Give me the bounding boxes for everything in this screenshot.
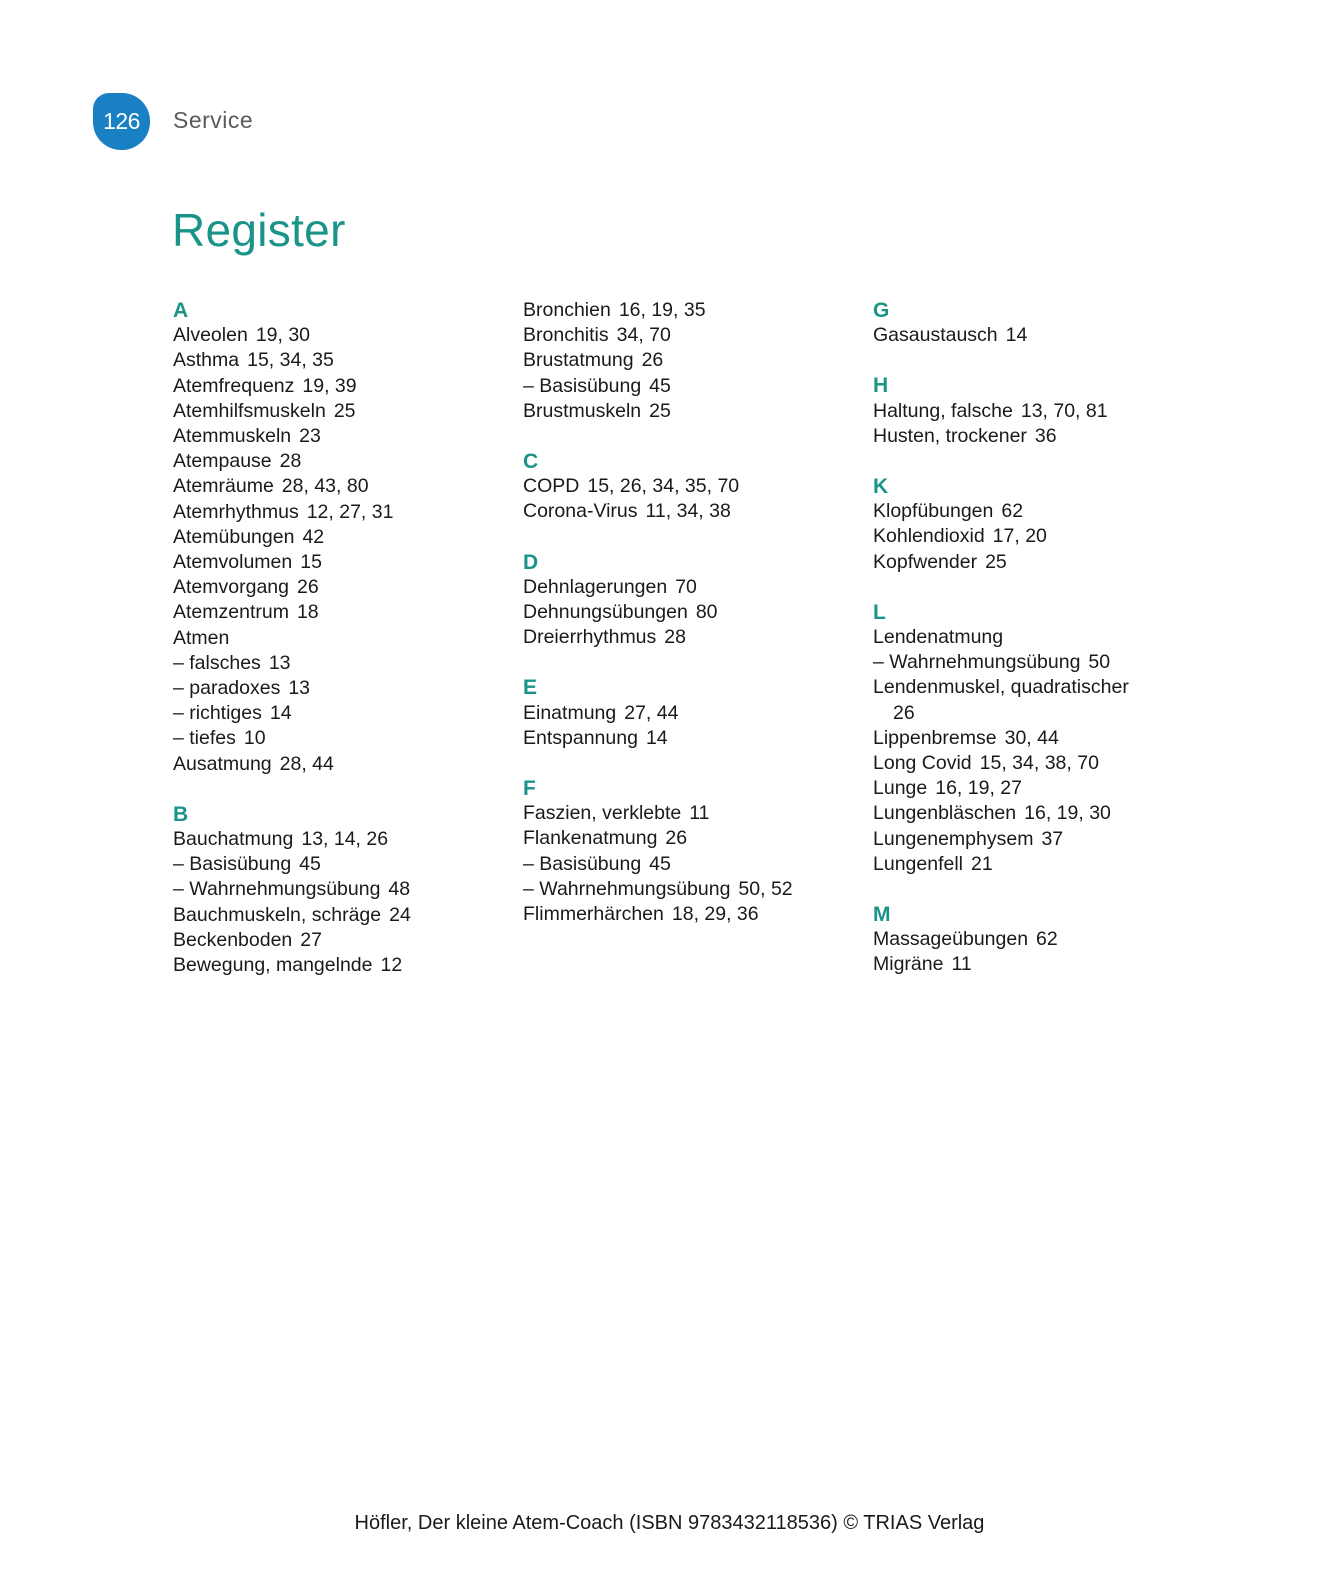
index-entry [523,701,853,726]
index-entry [873,550,1203,575]
index-letter-heading: A [173,299,189,322]
index-entry [173,500,503,525]
index-letter-heading: G [873,299,890,322]
index-entry [873,726,1203,751]
index-term: – tiefes [173,727,236,750]
index-group [873,298,1203,348]
index-entry [173,953,503,978]
index-entry [523,625,853,650]
index-entry [873,852,1203,877]
index-pages: 50, 52 [738,877,793,900]
index-column-3 [873,298,1203,1003]
index-entry [873,927,1203,952]
index-group [173,298,503,777]
index-pages: 62 [1036,928,1058,951]
index-letter-heading: L [873,600,886,624]
index-term: Bauchmuskeln, schräge [173,903,382,926]
index-column-2 [523,298,853,952]
index-entry [173,474,503,499]
index-pages: 36 [1034,424,1057,447]
index-term: Bauchatmung [173,828,294,851]
index-term: – Wahrnehmungsübung [873,651,1081,674]
index-term: Atemhilfsmuskeln [173,399,326,422]
page-number-badge: 126 [93,93,150,150]
index-term: Atmen [173,626,230,649]
index-subentry [173,726,503,751]
index-pages: 25 [649,399,671,422]
index-entry [173,827,503,852]
index-term: Flankenatmung [523,827,658,850]
index-entry [173,575,503,600]
index-subentry [173,651,503,676]
index-pages: 15 [300,551,322,574]
index-entry [873,776,1203,801]
index-term: Flimmerhärchen [523,903,664,925]
index-term: Bronchitis [523,324,609,347]
index-term: Atemvolumen [173,551,293,574]
index-pages: 26 [641,349,664,372]
index-term: Atempause [173,450,272,473]
index-group [523,776,853,927]
index-entry [523,575,853,600]
index-term: – richtiges [173,702,262,725]
index-term: Lippenbremse [873,726,997,749]
index-letter-heading: C [523,450,539,474]
index-term: – Basisübung [523,852,642,875]
index-group [523,550,853,651]
index-entry [523,600,853,625]
index-term: – Basisübung [523,374,642,397]
index-pages: 62 [1001,500,1024,523]
index-group [523,449,853,525]
index-group [523,298,853,424]
index-term: Haltung, falsche [873,399,1013,422]
index-term: Kopfwender [873,550,978,573]
index-term: Bewegung, mangelnde [173,954,373,977]
index-column-1 [173,298,503,1003]
index-pages: 45 [299,853,321,876]
index-pages: 19, 30 [255,324,311,347]
index-pages: 24 [389,903,411,926]
index-pages: 28, 44 [279,752,334,775]
index-pages: 16, 19, 30 [1024,802,1111,825]
index-pages: 15, 34, 38, 70 [979,751,1099,774]
index-term: Atemzentrum [173,601,289,624]
index-pages: 14 [269,702,292,725]
index-term: Lungenfell [873,852,963,875]
index-entry [523,499,853,524]
index-term: Dehnlagerungen [523,575,668,598]
index-entry [523,801,853,826]
index-term: – falsches [173,651,261,674]
index-term: Corona-Virus [523,500,638,523]
index-pages: 12, 27, 31 [306,500,394,523]
index-term: Ausatmung [173,752,272,775]
index-term: Faszien, verklebte [523,802,682,825]
index-subentry [873,650,1203,675]
index-pages: 25 [333,399,356,422]
index-term: Lendenmuskel, quadratischer [873,676,1129,699]
index-group [873,600,1203,877]
page-title: Register [172,204,346,256]
index-entry [873,701,1203,726]
index-entry [173,928,503,953]
index-pages: 15, 26, 34, 35, 70 [587,475,740,498]
index-pages: 80 [695,601,718,623]
index-entry [873,524,1203,549]
index-pages: 14 [645,726,668,749]
index-entry [173,399,503,424]
index-term: Atemfrequenz [173,374,295,397]
index-pages: 45 [649,852,671,875]
index-pages: 16, 19, 35 [618,299,706,321]
index-pages: 28 [664,626,686,649]
index-term: Massageübungen [873,928,1029,951]
index-pages: 26 [665,827,688,850]
index-entry [173,449,503,474]
index-term: Lunge [873,777,928,800]
index-pages: 50 [1088,651,1111,674]
index-entry [173,323,503,348]
index-entry [173,752,503,777]
index-term: Asthma [173,349,240,372]
index-entry [873,424,1203,449]
index-letter-heading: E [523,676,538,700]
index-group [873,474,1203,575]
index-term: Lungenemphysem [873,827,1034,850]
index-term: Brustatmung [523,349,634,372]
index-entry [523,323,853,348]
index-pages: 16, 19, 27 [935,777,1022,800]
index-term: – Wahrnehmungsübung [173,878,381,901]
index-entry [173,424,503,449]
index-pages: 11 [689,802,710,825]
index-term: Brustmuskeln [523,399,642,422]
index-pages: 26 [893,701,915,724]
section-label: Service [173,107,254,133]
index-term: Dehnungsübungen [523,601,688,623]
index-group [173,802,503,978]
index-pages: 30, 44 [1004,726,1059,749]
index-letter-heading: K [873,474,889,498]
index-term: Lendenatmung [873,625,1004,648]
index-term: Husten, trockener [873,424,1027,447]
index-term: Bronchien [523,299,611,321]
index-pages: 42 [302,525,325,548]
index-term: – paradoxes [173,677,281,700]
index-entry [173,348,503,373]
index-pages: 10 [243,727,266,750]
index-pages: 27 [300,928,322,951]
index-term: Atemrhythmus [173,500,299,523]
footer-citation: Höfler, Der kleine Atem-Coach (ISBN 9783432118536) © TRIAS Verlag [354,1512,985,1534]
index-pages: 11, 34, 38 [645,500,731,523]
index-entry [873,827,1203,852]
index-pages: 21 [971,852,993,875]
index-pages: 23 [299,425,321,447]
index-entry [523,726,853,751]
index-term: Klopfübungen [873,500,994,523]
index-pages: 13, 70, 81 [1020,399,1108,422]
index-subentry [523,374,853,399]
index-entry [523,826,853,851]
index-term: Migräne [873,953,944,976]
index-group [873,373,1203,449]
index-letter-heading: M [873,903,891,926]
index-pages: 28, 43, 80 [281,475,369,498]
index-entry [173,600,503,625]
index-term: Dreierrhythmus [523,626,657,649]
index-pages: 15, 34, 35 [247,349,334,372]
index-subentry [523,852,853,877]
index-letter-heading: B [173,802,189,826]
index-pages: 26 [296,576,319,599]
index-pages: 17, 20 [992,525,1047,548]
index-term: Atemvorgang [173,576,289,599]
index-entry [523,474,853,499]
index-pages: 45 [649,374,671,397]
index-entry [873,499,1203,524]
index-entry [523,348,853,373]
index-entry [873,675,1203,700]
index-term: Atemmuskeln [173,425,292,447]
index-pages: 27, 44 [624,701,679,724]
index-term: Long Covid [873,751,972,774]
index-entry [873,399,1203,424]
index-pages: 19, 39 [302,374,357,397]
index-entry [873,625,1203,650]
index-letter-heading: F [523,777,536,800]
index-entry [873,801,1203,826]
index-term: Gasaustausch [873,324,998,347]
index-term: – Wahrnehmungsübung [523,877,731,900]
index-group [873,902,1203,978]
index-pages: 13 [288,677,311,700]
index-pages: 13, 14, 26 [301,828,389,851]
index-entry [873,952,1203,977]
index-entry [173,525,503,550]
index-subentry [173,701,503,726]
index-subentry [173,852,503,877]
index-entry [173,550,503,575]
index-term: COPD [523,475,580,498]
index-pages: 18, 29, 36 [671,903,759,925]
index-pages: 48 [388,878,411,901]
index-subentry [523,877,853,902]
index-term: Atemräume [173,475,274,498]
index-pages: 34, 70 [616,324,671,347]
index-pages: 11 [951,953,972,976]
index-entry [173,626,503,651]
index-letter-heading: D [523,550,539,574]
index-pages: 18 [296,601,319,624]
index-pages: 13 [268,651,291,674]
index-entry [173,903,503,928]
index-entry [873,751,1203,776]
index-entry [523,902,853,927]
index-pages: 25 [985,550,1007,573]
index-pages: 37 [1041,827,1064,850]
index-entry [173,374,503,399]
index-subentry [173,877,503,902]
index-group [523,675,853,751]
index-entry [873,323,1203,348]
index-subentry [173,676,503,701]
index-pages: 70 [675,575,697,598]
index-term: Einatmung [523,701,617,724]
index-pages: 28 [279,450,302,473]
index-pages: 12 [380,954,403,977]
index-term: Entspannung [523,726,638,749]
index-term: – Basisübung [173,853,292,876]
index-term: Beckenboden [173,928,293,951]
index-term: Lungenbläschen [873,802,1017,825]
index-pages: 14 [1005,324,1028,347]
index-entry [523,298,853,323]
index-term: Alveolen [173,324,248,347]
index-entry [523,399,853,424]
index-term: Kohlendioxid [873,525,985,548]
index-letter-heading: H [873,374,889,398]
index-term: Atemübungen [173,525,295,548]
